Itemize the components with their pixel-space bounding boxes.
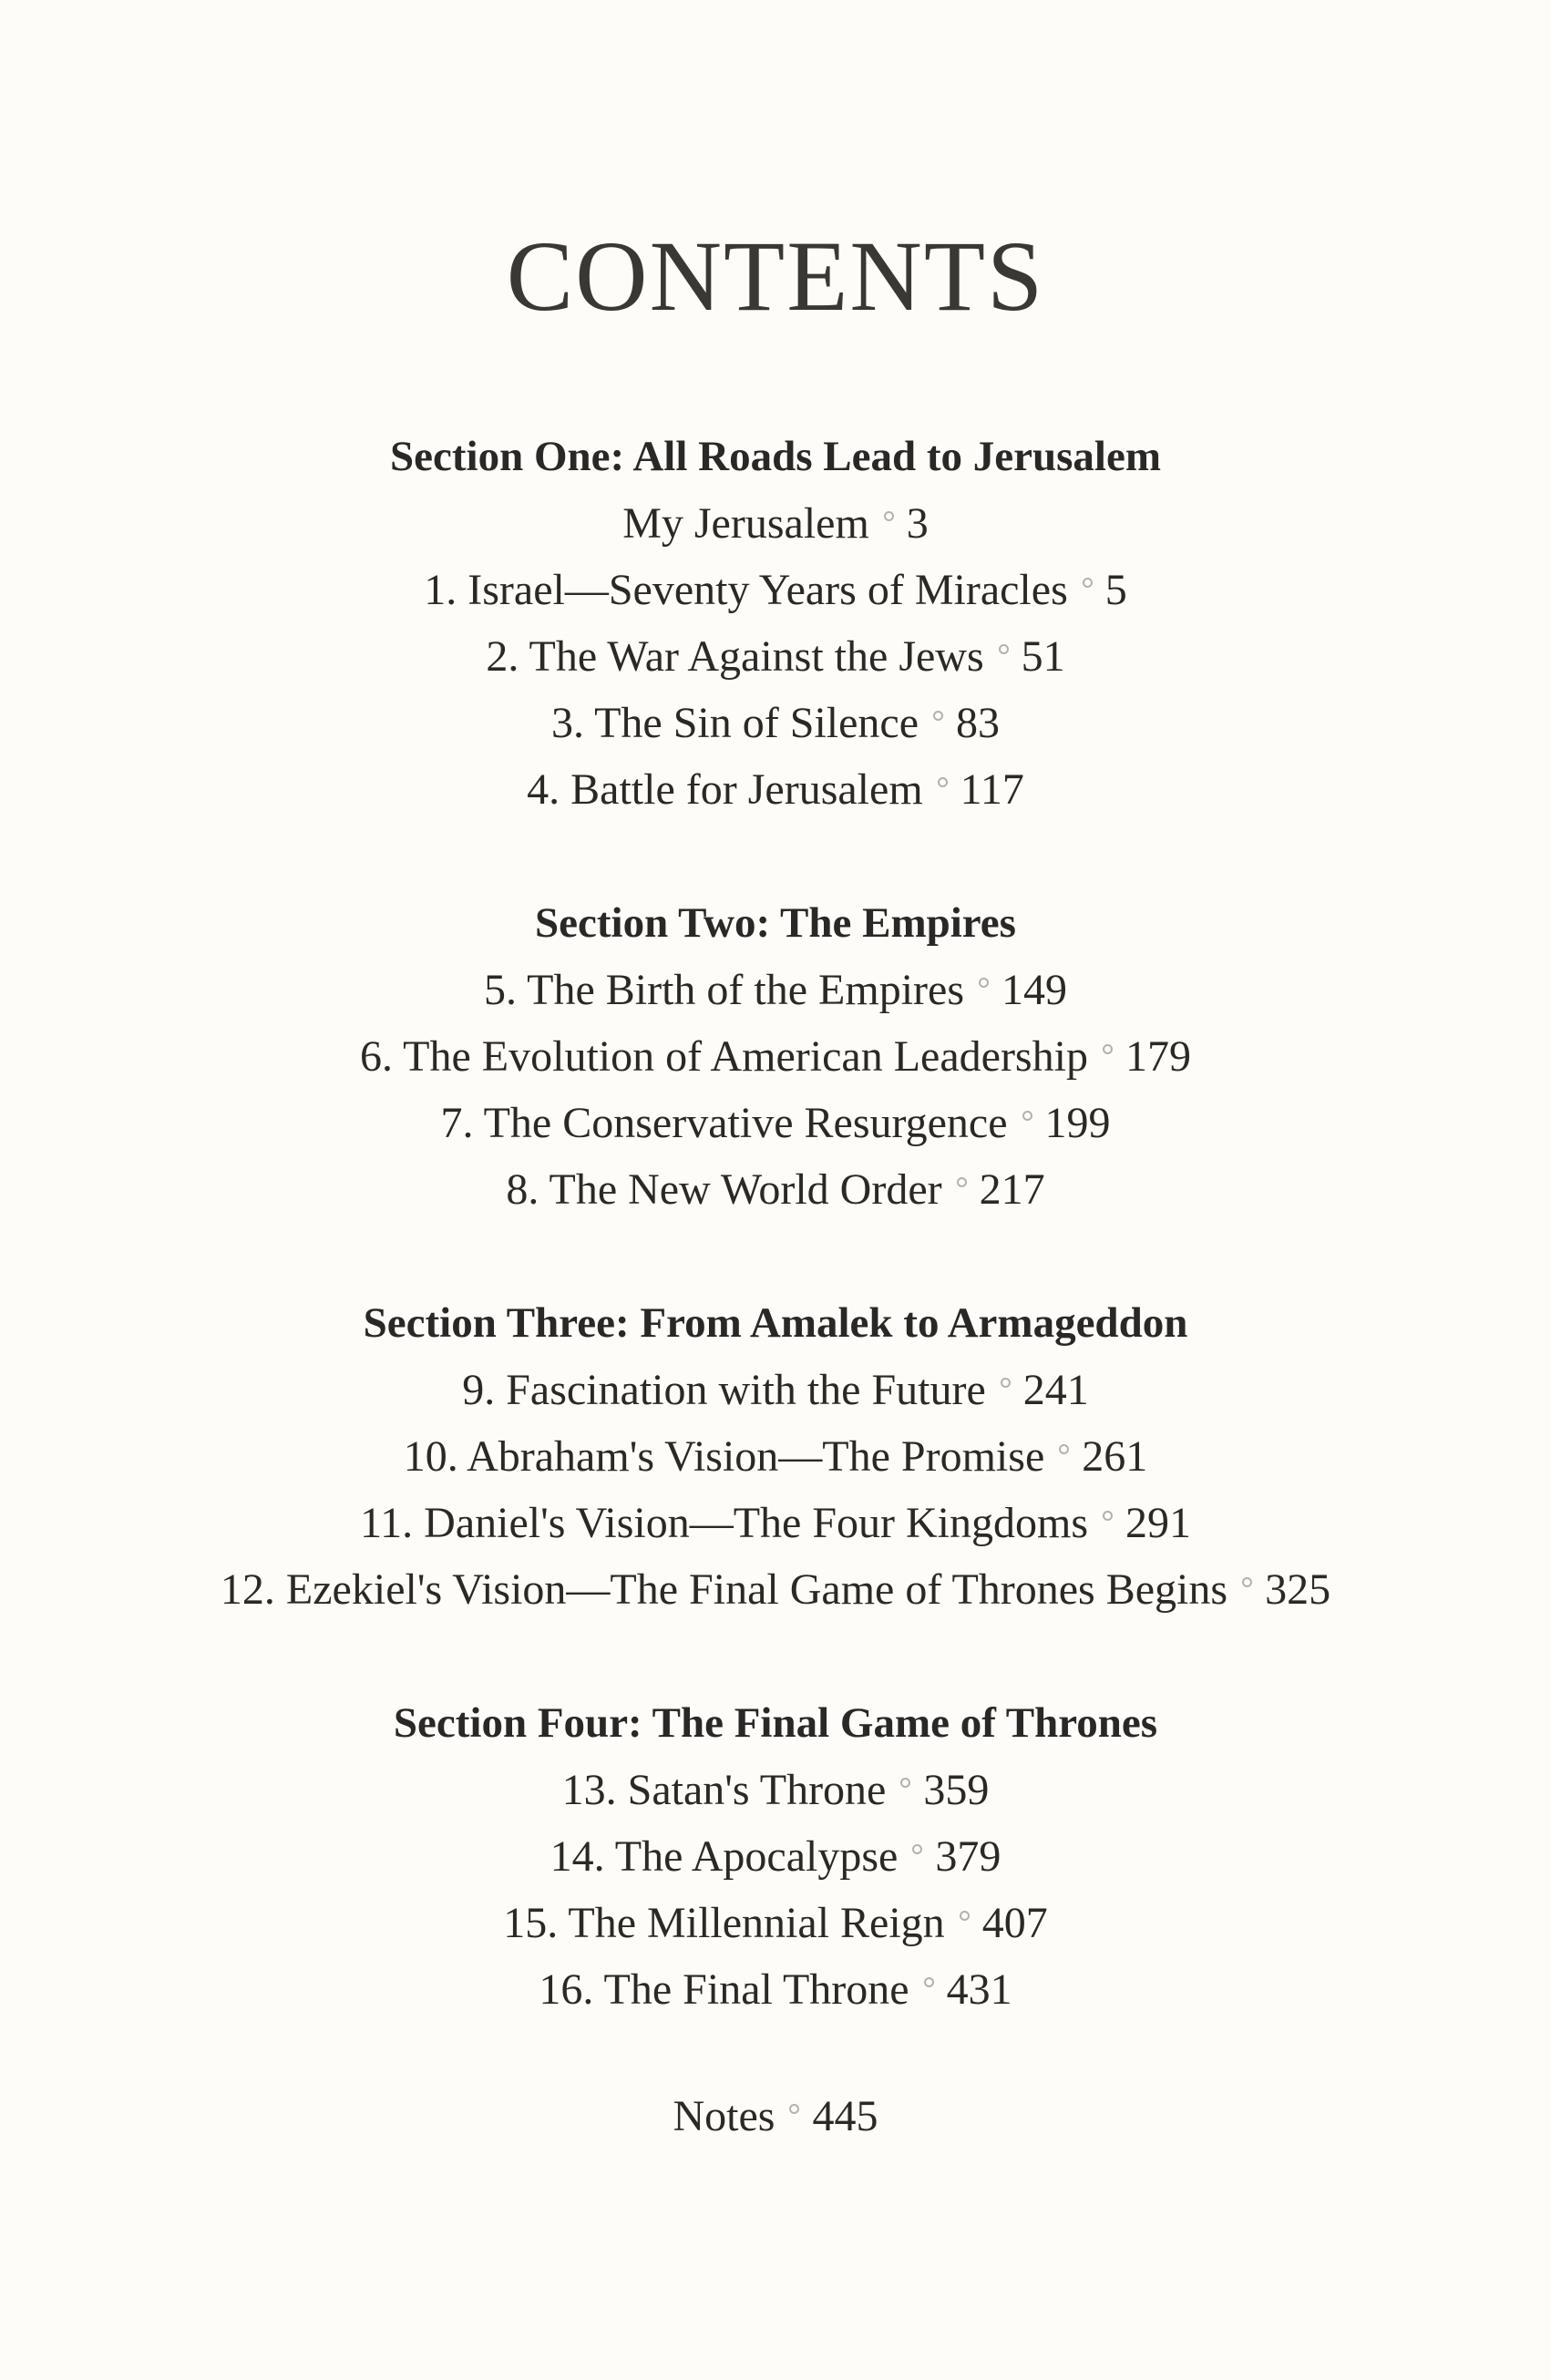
toc-entry (0, 1023, 1551, 1090)
toc-section-three (0, 1290, 1551, 1623)
toc-notes-entry (0, 2059, 1551, 2149)
toc-entry (0, 1490, 1551, 1556)
toc-entry (0, 756, 1551, 823)
toc-entry (0, 490, 1551, 557)
toc-entry (0, 1357, 1551, 1423)
toc-entry (0, 1890, 1551, 1956)
entry-title: 4. Battle for Jerusalem (527, 765, 923, 814)
toc-entry (0, 690, 1551, 756)
toc-entry (0, 1156, 1551, 1223)
entry-page: 149 (1001, 966, 1067, 1014)
bullet-separator-icon (1059, 1444, 1069, 1454)
entry-page: 83 (956, 699, 1001, 747)
entry-title: 15. The Millennial Reign (503, 1899, 945, 1947)
entry-title: 1. Israel—Seventy Years of Miracles (424, 566, 1068, 614)
entry-title: 12. Ezekiel's Vision—The Final Game of Thrones Begins (220, 1565, 1228, 1614)
toc-entry (0, 1757, 1551, 1823)
toc-entry (0, 557, 1551, 623)
entry-title: 16. The Final Throne (539, 1965, 909, 2014)
bullet-separator-icon (912, 1844, 922, 1854)
notes-label: Notes (673, 2092, 776, 2140)
bullet-separator-icon (1103, 1044, 1113, 1054)
toc-entry (0, 1823, 1551, 1890)
toc-section-four (0, 1690, 1551, 2023)
bullet-separator-icon (1242, 1577, 1252, 1587)
entry-page: 241 (1022, 1366, 1089, 1414)
section-heading: Section Three: From Amalek to Armageddon (363, 1299, 1188, 1347)
toc-section-two (0, 890, 1551, 1223)
toc-entry (0, 623, 1551, 690)
bullet-separator-icon (1001, 1378, 1011, 1388)
bullet-separator-icon (789, 2104, 799, 2114)
entry-title: 2. The War Against the Jews (486, 632, 984, 681)
entry-title: 14. The Apocalypse (550, 1832, 899, 1881)
entry-page: 291 (1125, 1499, 1192, 1547)
bullet-separator-icon (1083, 578, 1093, 588)
entry-title: 10. Abraham's Vision—The Promise (403, 1432, 1045, 1481)
bullet-separator-icon (979, 978, 989, 988)
bullet-separator-icon (938, 777, 948, 787)
entry-title: 3. The Sin of Silence (550, 699, 919, 747)
entry-title: 8. The New World Order (506, 1165, 942, 1214)
entry-title: 7. The Conservative Resurgence (440, 1099, 1008, 1147)
toc-entry (0, 1090, 1551, 1156)
toc-section-one (0, 424, 1551, 823)
bullet-separator-icon (1022, 1111, 1032, 1121)
bullet-separator-icon (884, 511, 894, 521)
toc-entry (0, 1956, 1551, 2023)
bullet-separator-icon (957, 1177, 967, 1187)
page-title: CONTENTS (506, 221, 1045, 332)
bullet-separator-icon (933, 711, 943, 721)
entry-page: 359 (923, 1766, 990, 1814)
entry-page: 117 (960, 765, 1024, 814)
entry-page: 431 (946, 1965, 1012, 2014)
toc-entry (0, 957, 1551, 1023)
bullet-separator-icon (960, 1911, 970, 1921)
entry-page: 217 (979, 1165, 1045, 1214)
bullet-separator-icon (999, 644, 1009, 654)
entry-page: 407 (981, 1899, 1048, 1947)
toc-entry (0, 1556, 1551, 1623)
section-heading: Section Four: The Final Game of Thrones (393, 1699, 1158, 1747)
entry-page: 179 (1125, 1032, 1191, 1081)
entry-page: 261 (1082, 1432, 1148, 1481)
entry-title: 11. Daniel's Vision—The Four Kingdoms (359, 1499, 1089, 1547)
entry-title: 5. The Birth of the Empires (483, 966, 964, 1014)
entry-page: 325 (1265, 1565, 1331, 1614)
entry-title: 6. The Evolution of American Leadership (360, 1032, 1088, 1081)
entry-page: 5 (1104, 566, 1127, 614)
bullet-separator-icon (900, 1778, 910, 1788)
entry-page: 3 (906, 499, 929, 548)
bullet-separator-icon (1103, 1511, 1113, 1521)
bullet-separator-icon (924, 1977, 934, 1987)
section-heading: Section One: All Roads Lead to Jerusalem (390, 433, 1161, 480)
section-heading: Section Two: The Empires (535, 899, 1016, 947)
notes-page: 445 (812, 2092, 878, 2140)
entry-title: 13. Satan's Throne (561, 1766, 887, 1814)
toc-entry (0, 1423, 1551, 1490)
entry-title: My Jerusalem (622, 499, 869, 548)
entry-page: 379 (935, 1832, 1001, 1881)
entry-title: 9. Fascination with the Future (462, 1366, 986, 1414)
entry-page: 51 (1021, 632, 1065, 681)
table-of-contents (0, 424, 1551, 2149)
entry-page: 199 (1044, 1099, 1111, 1147)
